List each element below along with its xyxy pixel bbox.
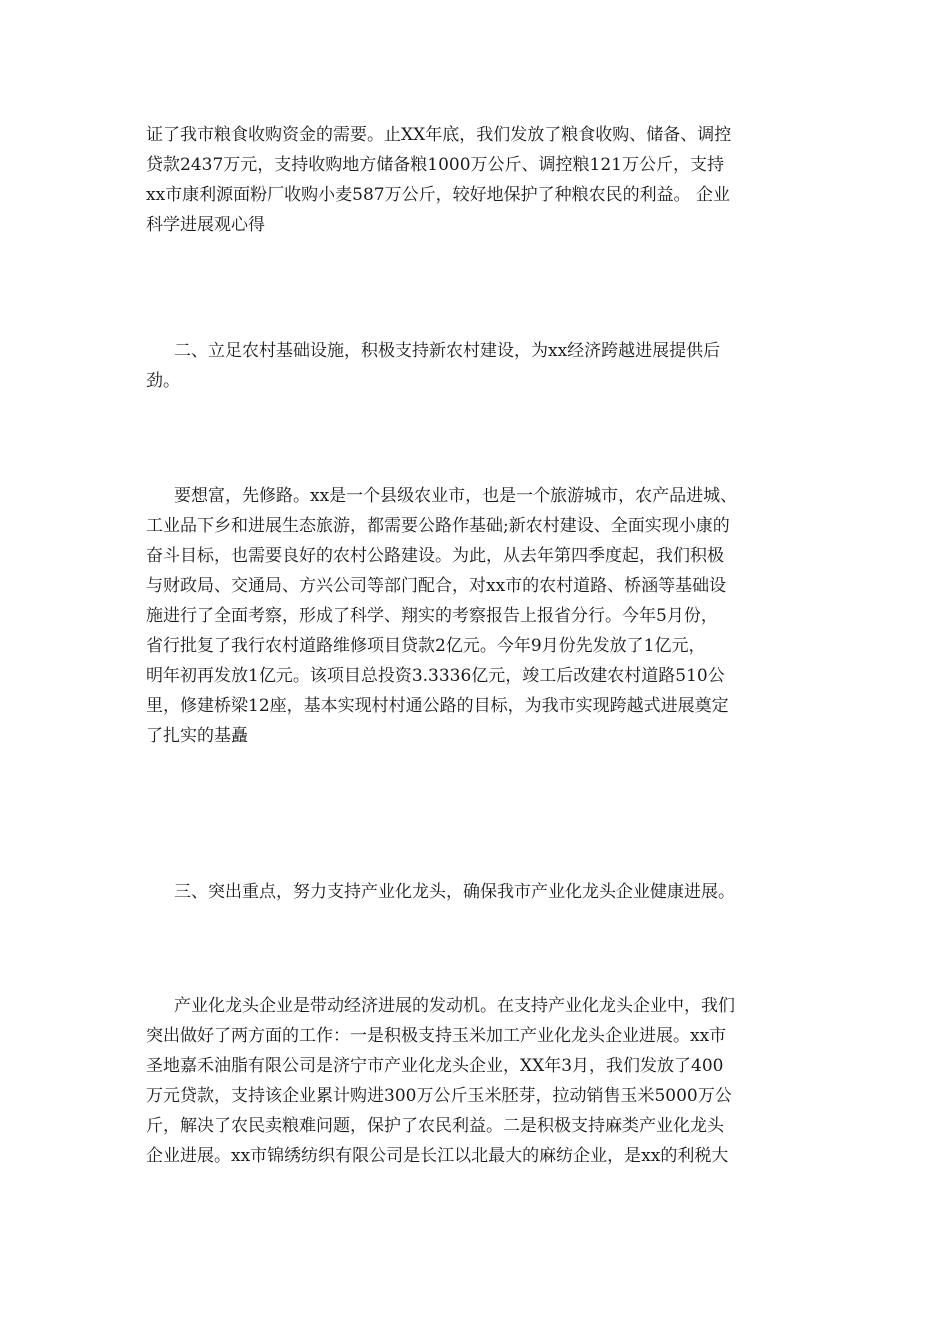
text-line: 工业品下乡和进展生态旅游，都需要公路作基础;新农村建设、全面实现小康的: [146, 516, 730, 536]
paragraph-section-three-heading: [146, 877, 806, 907]
text-line: 与财政局、交通局、方兴公司等部门配合，对xx市的农村道路、桥涵等基础设: [146, 576, 727, 596]
text-line: 万元贷款，支持该企业累计购进300万公斤玉米胚芽，拉动销售玉米5000万公: [146, 1086, 732, 1106]
paragraph-grain-purchase: [146, 120, 806, 240]
text-line: 施进行了全面考察，形成了科学、翔实的考察报告上报省分行。今年5月份，: [146, 606, 718, 626]
text-line: 产业化龙头企业是带动经济进展的发动机。在支持产业化龙头企业中，我们: [174, 996, 735, 1016]
paragraph-dragon-head-enterprises: [146, 991, 806, 1171]
text-line: 要想富，先修路。xx是一个县级农业市，也是一个旅游城市，农产品进城、: [174, 486, 738, 506]
text-line: 明年初再发放1亿元。该项目总投资3.3336亿元，竣工后改建农村道路510公: [146, 666, 725, 686]
text-line: 突出做好了两方面的工作：一是积极支持玉米加工产业化龙头企业进展。xx市: [146, 1026, 727, 1046]
text-line: 奋斗目标，也需要良好的农村公路建设。为此，从去年第四季度起，我们积极: [146, 546, 724, 566]
text-line: 斤，解决了农民卖粮难问题，保护了农民利益。二是积极支持麻类产业化龙头: [146, 1116, 724, 1136]
paragraph-rural-roads: [146, 481, 806, 751]
text-line: 省行批复了我行农村道路维修项目贷款2亿元。今年9月份先发放了1亿元，: [146, 636, 706, 656]
text-line: 科学进展观心得: [146, 215, 265, 235]
text-line: 圣地嘉禾油脂有限公司是济宁市产业化龙头企业，XX年3月，我们发放了400: [146, 1056, 724, 1076]
paragraph-section-two-heading: [146, 336, 806, 396]
text-line: 企业进展。xx市锦绣纺织有限公司是长江以北最大的麻纺企业，是xx的利税大: [146, 1146, 729, 1166]
text-line: 里，修建桥梁12座，基本实现村村通公路的目标，为我市实现跨越式进展奠定: [146, 696, 729, 716]
text-line: 了扎实的基矗: [146, 726, 248, 746]
text-line: xx市康利源面粉厂收购小麦587万公斤，较好地保护了种粮农民的利益。 企业: [146, 185, 731, 205]
text-line: 证了我市粮食收购资金的需要。止XX年底，我们发放了粮食收购、储备、调控: [146, 125, 732, 145]
text-line: 二、立足农村基础设施，积极支持新农村建设，为xx经济跨越进展提供后: [174, 341, 721, 361]
text-line: 劲。: [146, 371, 180, 391]
text-line: 贷款2437万元，支持收购地方储备粮1000万公斤、调控粮121万公斤，支持: [146, 155, 724, 175]
text-line: 三、突出重点，努力支持产业化龙头，确保我市产业化龙头企业健康进展。: [174, 882, 735, 902]
